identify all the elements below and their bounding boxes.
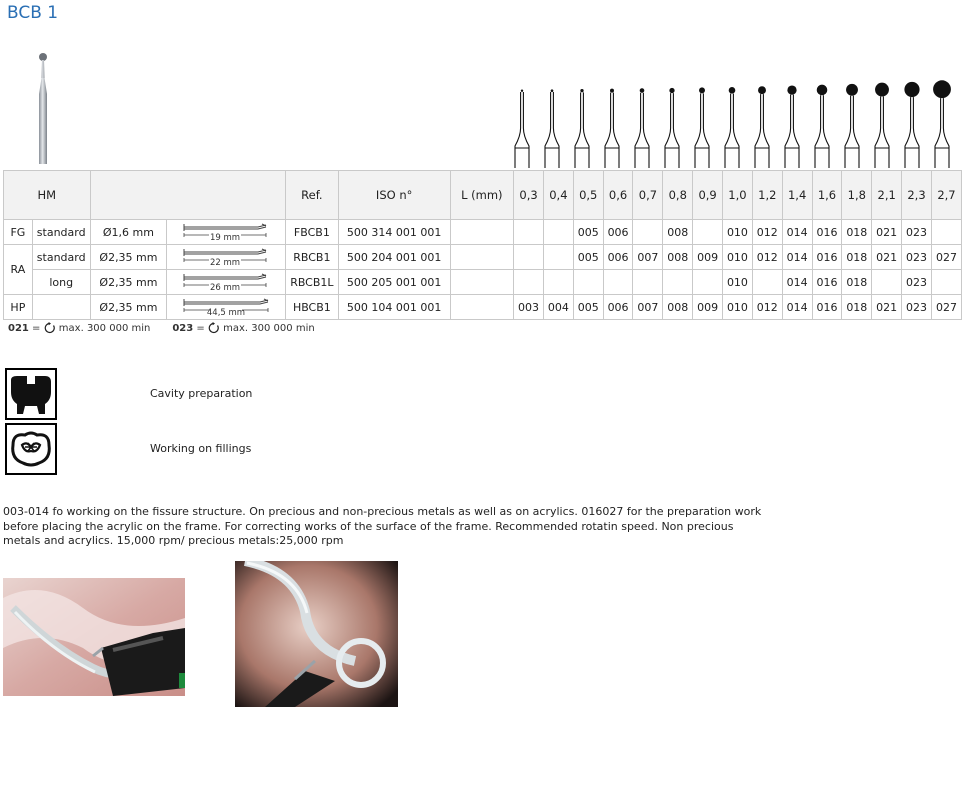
size-code-cell: 016 bbox=[812, 245, 842, 270]
length-diagram-cell bbox=[167, 270, 286, 295]
header-iso: ISO n° bbox=[338, 171, 450, 220]
size-code-cell: 010 bbox=[723, 270, 753, 295]
size-code-cell: 008 bbox=[663, 245, 693, 270]
size-code-cell: 016 bbox=[812, 270, 842, 295]
bur-head-drawing bbox=[777, 78, 807, 170]
size-code-cell: 009 bbox=[693, 295, 723, 320]
photo-lab-work-1 bbox=[3, 578, 185, 696]
rotation-icon bbox=[208, 322, 220, 334]
footnote-item bbox=[172, 322, 314, 334]
size-code-cell: 023 bbox=[902, 270, 932, 295]
bur-illustration bbox=[32, 50, 54, 165]
cavity-preparation-icon bbox=[5, 368, 57, 420]
size-code-cell: 023 bbox=[902, 220, 932, 245]
group-cell: RA bbox=[4, 245, 33, 295]
length-label: 26 mm bbox=[210, 283, 241, 293]
table-row bbox=[4, 295, 962, 320]
description-text: 003-014 fo working on the fissure structure. On precious and non-precious metals as well as on acrylics. 016027 for the preparation work before placing the acrylic on the frame. For correcting works of the surface of the frame. Recommended rotatin speed. Non precious metals and acrylics. 15,000 rpm/ precious metals:25,000 rpm bbox=[3, 505, 762, 547]
bur-head-drawing bbox=[717, 78, 747, 170]
header-size: 2,1 bbox=[872, 171, 902, 220]
size-code-cell: 014 bbox=[782, 295, 812, 320]
bur-head-drawing bbox=[597, 78, 627, 170]
length-mm-cell bbox=[450, 295, 514, 320]
bur-head-drawing bbox=[687, 78, 717, 170]
table-row bbox=[4, 245, 962, 270]
table-row bbox=[4, 270, 962, 295]
size-code-cell bbox=[752, 270, 782, 295]
length-diagram-cell bbox=[167, 245, 286, 270]
ref-cell: RBCB1L bbox=[285, 270, 338, 295]
size-code-cell: 023 bbox=[902, 295, 932, 320]
bur-length-diagram bbox=[176, 221, 276, 243]
bur-head-drawing bbox=[807, 78, 837, 170]
bur-head-drawing bbox=[867, 78, 897, 170]
size-code-cell: 005 bbox=[573, 295, 603, 320]
size-code-cell bbox=[543, 270, 573, 295]
size-code-cell bbox=[633, 220, 663, 245]
legend-label-fillings: Working on fillings bbox=[150, 442, 252, 455]
header-ref: Ref. bbox=[285, 171, 338, 220]
size-code-cell: 007 bbox=[633, 295, 663, 320]
shank-cell: Ø2,35 mm bbox=[90, 245, 167, 270]
size-code-cell: 008 bbox=[663, 220, 693, 245]
header-size: 2,7 bbox=[931, 171, 961, 220]
size-code-cell bbox=[543, 245, 573, 270]
ref-cell: FBCB1 bbox=[285, 220, 338, 245]
size-code-cell: 016 bbox=[812, 295, 842, 320]
header-size: 0,5 bbox=[573, 171, 603, 220]
header-size: 0,4 bbox=[543, 171, 573, 220]
group-cell: FG bbox=[4, 220, 33, 245]
header-size: 1,2 bbox=[752, 171, 782, 220]
footnote-text: max. 300 000 min bbox=[55, 323, 151, 334]
header-size: 0,3 bbox=[514, 171, 544, 220]
size-code-cell bbox=[931, 270, 961, 295]
bur-head-drawing bbox=[657, 78, 687, 170]
header-size: 0,6 bbox=[603, 171, 633, 220]
size-code-cell bbox=[872, 270, 902, 295]
length-diagram-cell bbox=[167, 295, 286, 320]
size-code-cell: 027 bbox=[931, 295, 961, 320]
length-mm-cell bbox=[450, 245, 514, 270]
header-size: 0,8 bbox=[663, 171, 693, 220]
size-code-cell: 018 bbox=[842, 245, 872, 270]
size-code-cell: 010 bbox=[723, 220, 753, 245]
size-code-cell bbox=[693, 270, 723, 295]
table-header-row bbox=[4, 171, 962, 220]
ref-cell: RBCB1 bbox=[285, 245, 338, 270]
size-code-cell: 007 bbox=[633, 245, 663, 270]
type-cell: long bbox=[32, 270, 90, 295]
size-code-cell: 014 bbox=[782, 270, 812, 295]
type-cell: standard bbox=[32, 245, 90, 270]
bur-head-drawing bbox=[897, 78, 927, 170]
iso-cell: 500 104 001 001 bbox=[338, 295, 450, 320]
size-code-cell: 016 bbox=[812, 220, 842, 245]
size-code-cell bbox=[633, 270, 663, 295]
length-mm-cell bbox=[450, 270, 514, 295]
footnote-separator: = bbox=[193, 323, 208, 334]
size-code-cell: 005 bbox=[573, 245, 603, 270]
size-code-cell bbox=[603, 270, 633, 295]
size-code-cell: 021 bbox=[872, 295, 902, 320]
shank-cell: Ø1,6 mm bbox=[90, 220, 167, 245]
size-code-cell: 004 bbox=[543, 295, 573, 320]
header-size: 2,3 bbox=[902, 171, 932, 220]
size-code-cell: 018 bbox=[842, 295, 872, 320]
header-shank bbox=[90, 171, 285, 220]
length-label: 44,5 mm bbox=[207, 308, 246, 318]
page-title: BCB 1 bbox=[7, 3, 59, 23]
length-label: 19 mm bbox=[210, 233, 241, 243]
header-size: 0,9 bbox=[693, 171, 723, 220]
type-cell bbox=[32, 295, 90, 320]
size-code-cell bbox=[931, 220, 961, 245]
length-label: 22 mm bbox=[210, 258, 241, 268]
header-size: 0,7 bbox=[633, 171, 663, 220]
working-on-fillings-icon bbox=[5, 423, 57, 475]
size-code-cell bbox=[514, 220, 544, 245]
spec-table bbox=[3, 170, 962, 320]
size-code-cell: 023 bbox=[902, 245, 932, 270]
shank-cell: Ø2,35 mm bbox=[90, 295, 167, 320]
bur-length-diagram bbox=[176, 246, 276, 268]
size-code-cell: 018 bbox=[842, 270, 872, 295]
bur-head-drawing bbox=[507, 78, 537, 170]
bur-length-diagram bbox=[176, 296, 276, 318]
bur-head-drawing bbox=[567, 78, 597, 170]
size-code-cell bbox=[514, 245, 544, 270]
size-code-cell bbox=[573, 270, 603, 295]
size-code-cell: 005 bbox=[573, 220, 603, 245]
length-diagram-cell bbox=[167, 220, 286, 245]
header-size: 1,8 bbox=[842, 171, 872, 220]
size-code-cell: 018 bbox=[842, 220, 872, 245]
size-code-cell: 010 bbox=[723, 295, 753, 320]
size-code-cell: 006 bbox=[603, 295, 633, 320]
photo-lab-work-2 bbox=[235, 561, 398, 707]
group-cell: HP bbox=[4, 295, 33, 320]
size-code-cell: 014 bbox=[782, 220, 812, 245]
size-code-cell: 008 bbox=[663, 295, 693, 320]
legend-label-cavity: Cavity preparation bbox=[150, 387, 253, 400]
ref-cell: HBCB1 bbox=[285, 295, 338, 320]
size-code-cell bbox=[693, 220, 723, 245]
header-size: 1,6 bbox=[812, 171, 842, 220]
size-code-cell: 012 bbox=[752, 245, 782, 270]
bur-head-drawing bbox=[927, 78, 957, 170]
shank-cell: Ø2,35 mm bbox=[90, 270, 167, 295]
footnote-code: 023 bbox=[172, 323, 194, 334]
size-code-cell bbox=[514, 270, 544, 295]
size-code-cell bbox=[543, 220, 573, 245]
size-code-cell: 014 bbox=[782, 245, 812, 270]
iso-cell: 500 204 001 001 bbox=[338, 245, 450, 270]
size-code-cell: 027 bbox=[931, 245, 961, 270]
bur-head-drawing bbox=[747, 78, 777, 170]
footnote-separator: = bbox=[28, 323, 44, 334]
header-hm: HM bbox=[4, 171, 91, 220]
size-code-cell: 009 bbox=[693, 245, 723, 270]
size-code-cell: 012 bbox=[752, 220, 782, 245]
header-length: L (mm) bbox=[450, 171, 514, 220]
size-code-cell: 012 bbox=[752, 295, 782, 320]
size-code-cell: 006 bbox=[603, 245, 633, 270]
size-code-cell: 010 bbox=[723, 245, 753, 270]
footnote-text: max. 300 000 min bbox=[219, 323, 315, 334]
size-code-cell: 006 bbox=[603, 220, 633, 245]
rotation-icon bbox=[44, 322, 56, 334]
iso-cell: 500 205 001 001 bbox=[338, 270, 450, 295]
table-row bbox=[4, 220, 962, 245]
type-cell: standard bbox=[32, 220, 90, 245]
size-code-cell: 021 bbox=[872, 245, 902, 270]
size-code-cell: 003 bbox=[514, 295, 544, 320]
header-size: 1,0 bbox=[723, 171, 753, 220]
footnote-item bbox=[8, 322, 150, 334]
bur-head-drawing bbox=[837, 78, 867, 170]
bur-head-drawing bbox=[537, 78, 567, 170]
header-size: 1,4 bbox=[782, 171, 812, 220]
size-code-cell bbox=[663, 270, 693, 295]
footnote-code: 021 bbox=[8, 323, 29, 334]
footnote bbox=[8, 322, 337, 334]
length-mm-cell bbox=[450, 220, 514, 245]
size-code-cell: 021 bbox=[872, 220, 902, 245]
iso-cell: 500 314 001 001 bbox=[338, 220, 450, 245]
bur-length-diagram bbox=[176, 271, 276, 293]
bur-head-drawing bbox=[627, 78, 657, 170]
